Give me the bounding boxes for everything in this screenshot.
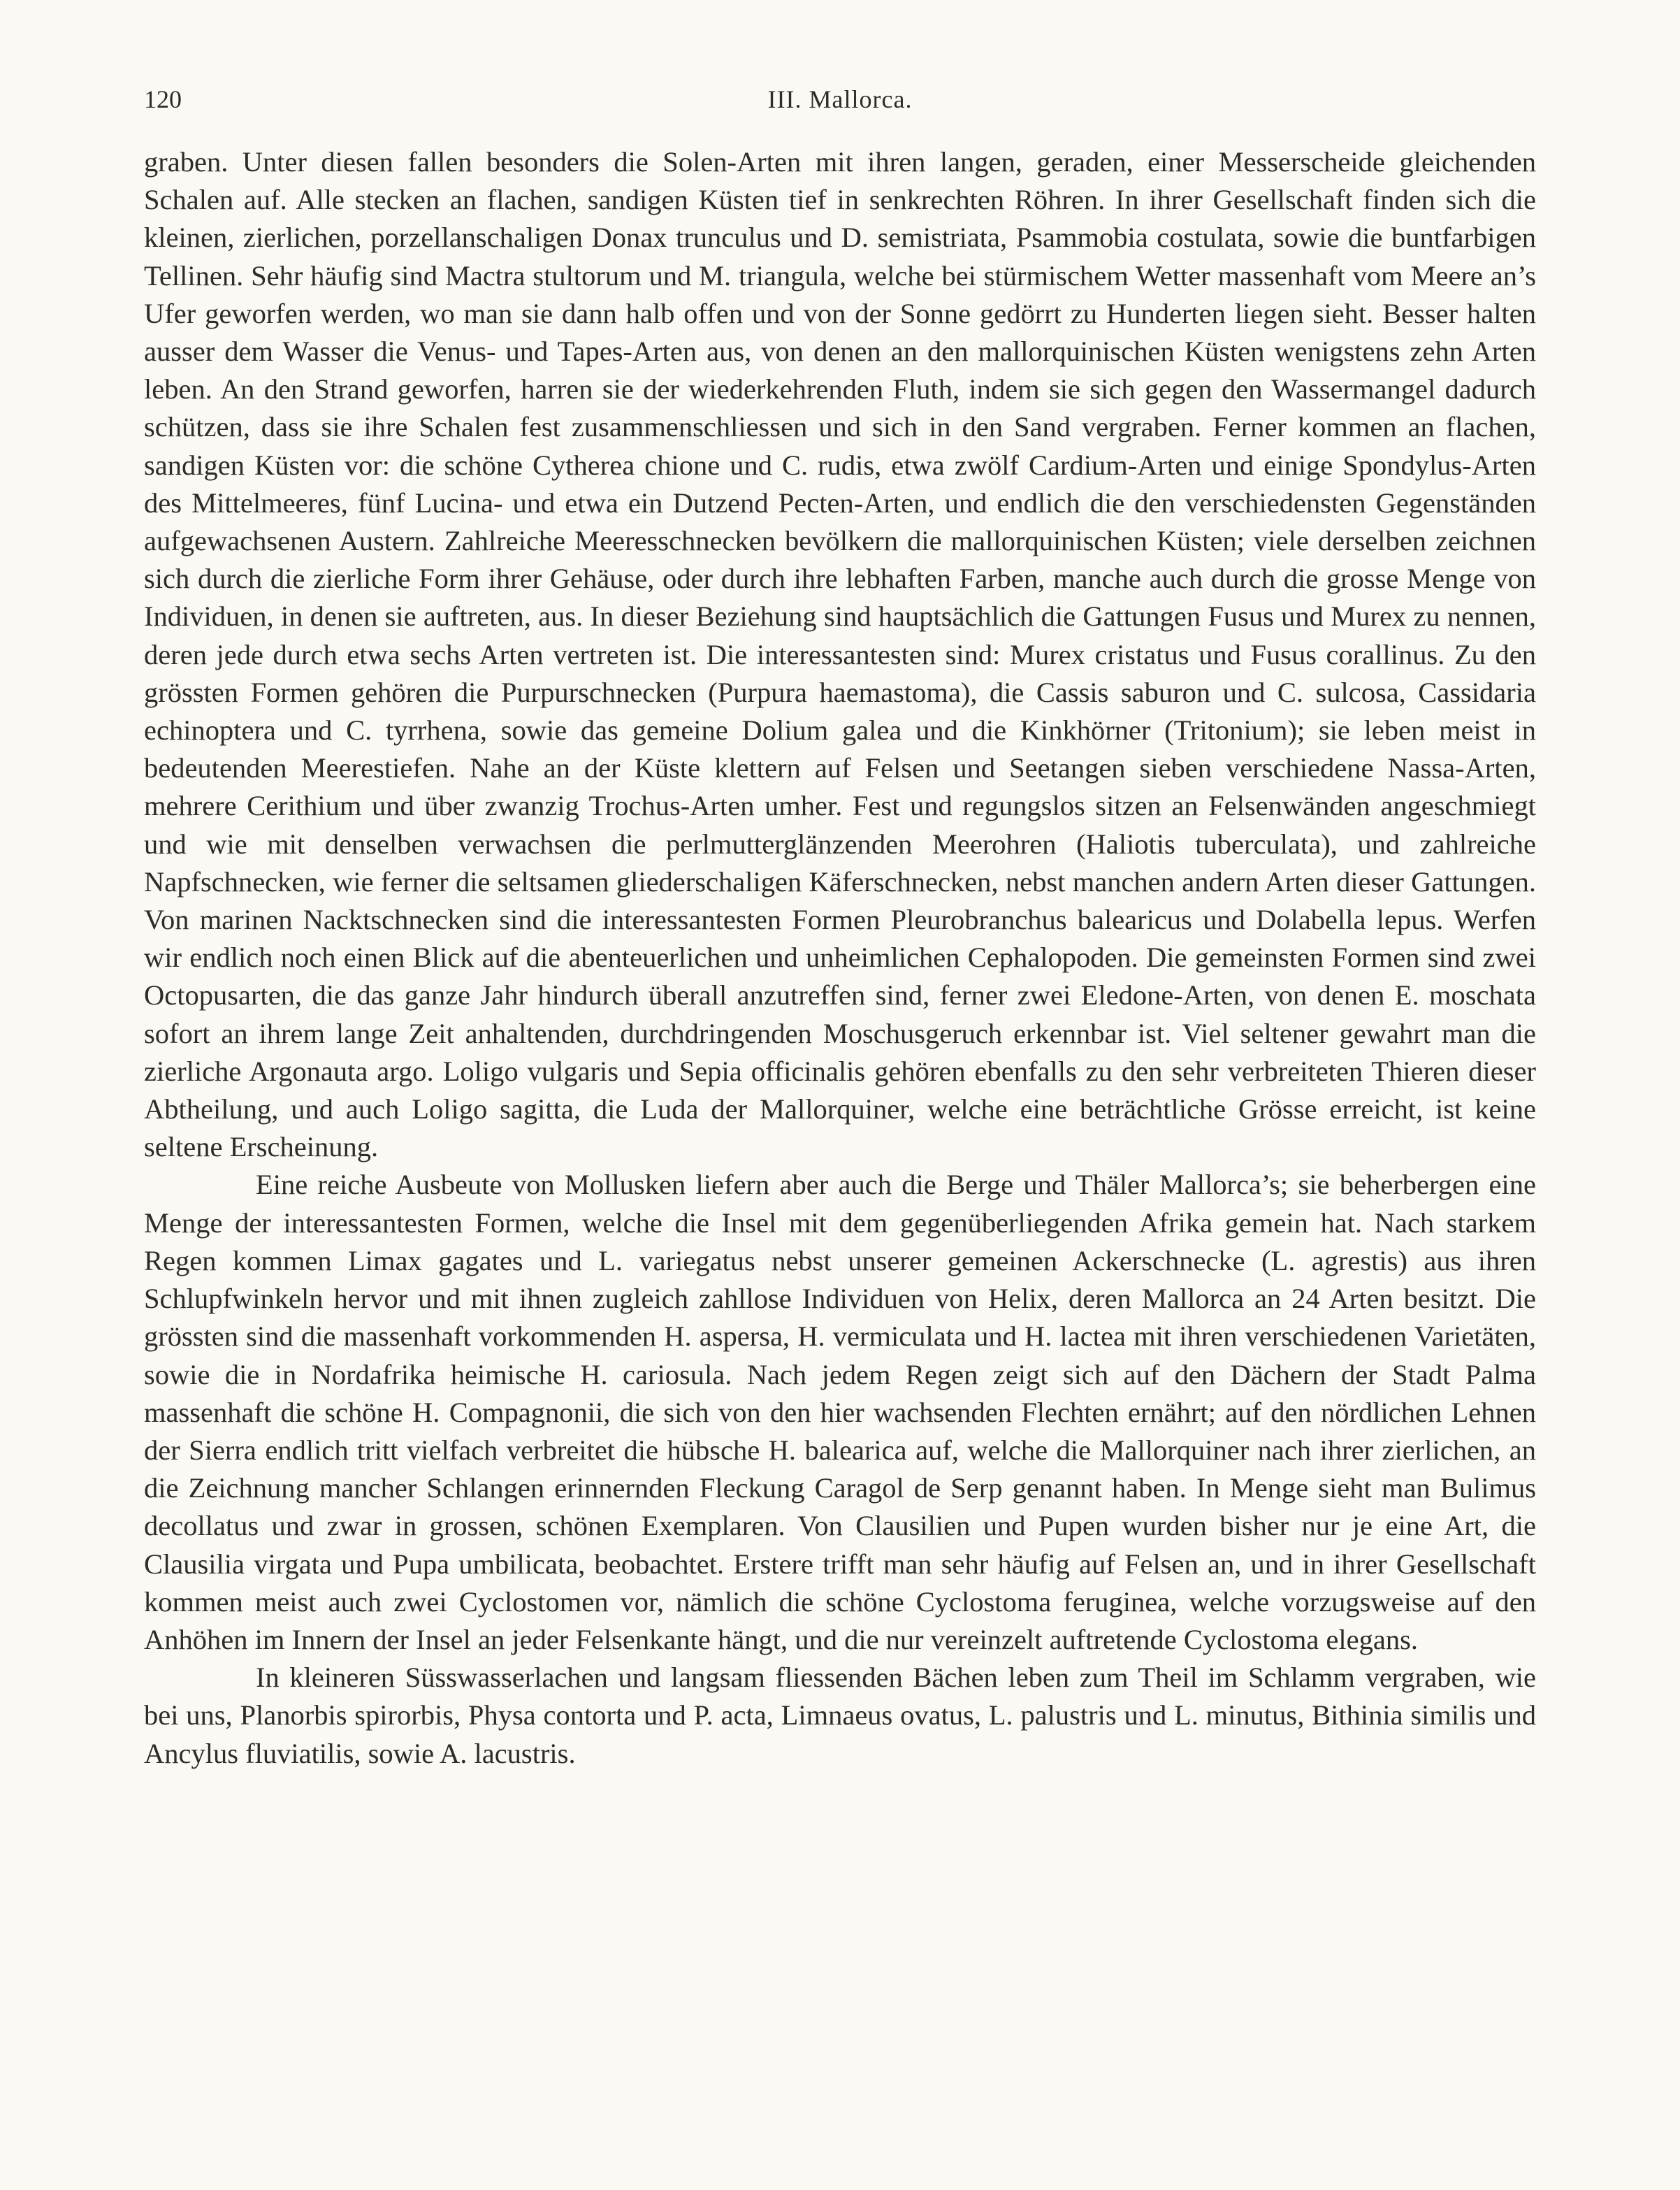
page-header [144, 78, 1536, 120]
paragraph-marine-molluscs: graben. Unter diesen fallen besonders die Solen-Arten mit ihren langen, geraden, einer Messerscheide gleichenden Schalen auf. Alle stecken an flachen, sandigen Küsten tief in senkrechten Röhren. In ihrer Gesellschaft finden sich die kleinen, zierlichen, porzellanschaligen Donax trunculus und D. semistriata, Psammobia costulata, sowie die buntfarbigen Tellinen. Sehr häufig sind Mactra stultorum und M. triangula, welche bei stürmischem Wetter massenhaft vom Meere an’s Ufer geworfen werden, wo man sie dann halb offen und von der Sonne gedörrt zu Hunderten liegen sieht. Besser halten ausser dem Wasser die Venus- und Tapes-Arten aus, von denen an den mallorquinischen Küsten wenigstens zehn Arten leben. An den Strand geworfen, harren sie der wiederkehrenden Fluth, indem sie sich gegen den Wassermangel dadurch schützen, dass sie ihre Schalen fest zusammenschliessen und sich in den Sand vergraben. Ferner kommen an flachen, sandigen Küsten vor: die schöne Cytherea chione und C. rudis, etwa zwölf Cardium-Arten und einige Spondylus-Arten des Mittelmeeres, fünf Lucina- und etwa ein Dutzend Pecten-Arten, und endlich die den verschiedensten Gegenständen aufgewachsenen Austern. Zahlreiche Meeresschnecken bevölkern die mallorquinischen Küsten; viele derselben zeichnen sich durch die zierliche Form ihrer Gehäuse, oder durch ihre lebhaften Farben, manche auch durch die grosse Menge von Individuen, in denen sie auftreten, aus. In dieser Beziehung sind hauptsächlich die Gattungen Fusus und Murex zu nennen, deren jede durch etwa sechs Arten vertreten ist. Die interessantesten sind: Murex cristatus und Fusus corallinus. Zu den grössten Formen gehören die Purpurschnecken (Purpura haemastoma), die Cassis saburon und C. sulcosa, Cassidaria echinoptera und C. tyrrhena, sowie das gemeine Dolium galea und die Kinkhörner (Tritonium); sie leben meist in bedeutenden Meerestiefen. Nahe an der Küste klettern auf Felsen und Seetangen sieben verschiedene Nassa-Arten, mehrere Cerithium und über zwanzig Trochus-Arten umher. Fest und regungslos sitzen an Felsenwänden angeschmiegt und wie mit denselben verwachsen die perlmutterglänzenden Meerohren (Haliotis tuberculata), und zahlreiche Napfschnecken, wie ferner die seltsamen gliederschaligen Käferschnecken, nebst manchen andern Arten dieser Gattungen. Von marinen Nacktschnecken sind die interessantesten Formen Pleurobranchus balearicus und Dolabella lepus. Werfen wir endlich noch einen Blick auf die abenteuerlichen und unheimlichen Cephalopoden. Die gemeinsten Formen sind zwei Octopusarten, die das ganze Jahr hindurch überall anzutreffen sind, ferner zwei Eledone-Arten, von denen E. moschata sofort an ihrem lange Zeit anhaltenden, durchdringenden Moschusgeruch erkennbar ist. Viel seltener gewahrt man die zierliche Argonauta argo. Loligo vulgaris und Sepia officinalis gehören ebenfalls zu den sehr verbreiteten Thieren dieser Abtheilung, und auch Loligo sagitta, die Luda der Mallorquiner, welche eine beträchtliche Grösse erreicht, ist keine seltene Erscheinung. [144, 146, 1536, 1163]
body-text [144, 143, 1536, 1773]
page-number: 120 [144, 85, 182, 113]
running-head: III. Mallorca. [767, 85, 913, 113]
paragraph-land-molluscs: Eine reiche Ausbeute von Mollusken liefern aber auch die Berge und Thäler Mallorca’s; sie beherbergen eine Menge der interessantesten Formen, welche die Insel mit dem gegenüberliegenden Afrika gemein hat. Nach starkem Regen kommen Limax gagates und L. variegatus nebst unserer gemeinen Ackerschnecke (L. agrestis) aus ihren Schlupfwinkeln hervor und mit ihnen zugleich zahllose Individuen von Helix, deren Mallorca an 24 Arten besitzt. Die grössten sind die massenhaft vorkommenden H. aspersa, H. vermiculata und H. lactea mit ihren verschiedenen Varietäten, sowie die in Nordafrika heimische H. cariosula. Nach jedem Regen zeigt sich auf den Dächern der Stadt Palma massenhaft die schöne H. Compagnonii, die sich von den hier wachsenden Flechten ernährt; auf den nördlichen Lehnen der Sierra endlich tritt vielfach verbreitet die hübsche H. balearica auf, welche die Mallorquiner nach ihrer zierlichen, an die Zeichnung mancher Schlangen erinnernden Fleckung Caragol de Serp genannt haben. In Menge sieht man Bulimus decollatus und zwar in grossen, schönen Exemplaren. Von Clausilien und Pupen wurden bisher nur je eine Art, die Clausilia virgata und Pupa umbilicata, beobachtet. Erstere trifft man sehr häufig auf Felsen an, und in ihrer Gesellschaft kommen meist auch zwei Cyclostomen vor, nämlich die schöne Cyclostoma feruginea, welche vorzugsweise auf den Anhöhen im Innern der Insel an jeder Felsenkante hängt, und die nur vereinzelt auftretende Cyclostoma elegans. [144, 1169, 1536, 1655]
paragraph-freshwater-molluscs: In kleineren Süsswasserlachen und langsam fliessenden Bächen leben zum Theil im Schlamm vergraben, wie bei uns, Planorbis spirorbis, Physa contorta und P. acta, Limnaeus ovatus, L. palustris und L. minutus, Bithinia similis und Ancylus fluviatilis, sowie A. lacustris. [144, 1662, 1536, 1769]
